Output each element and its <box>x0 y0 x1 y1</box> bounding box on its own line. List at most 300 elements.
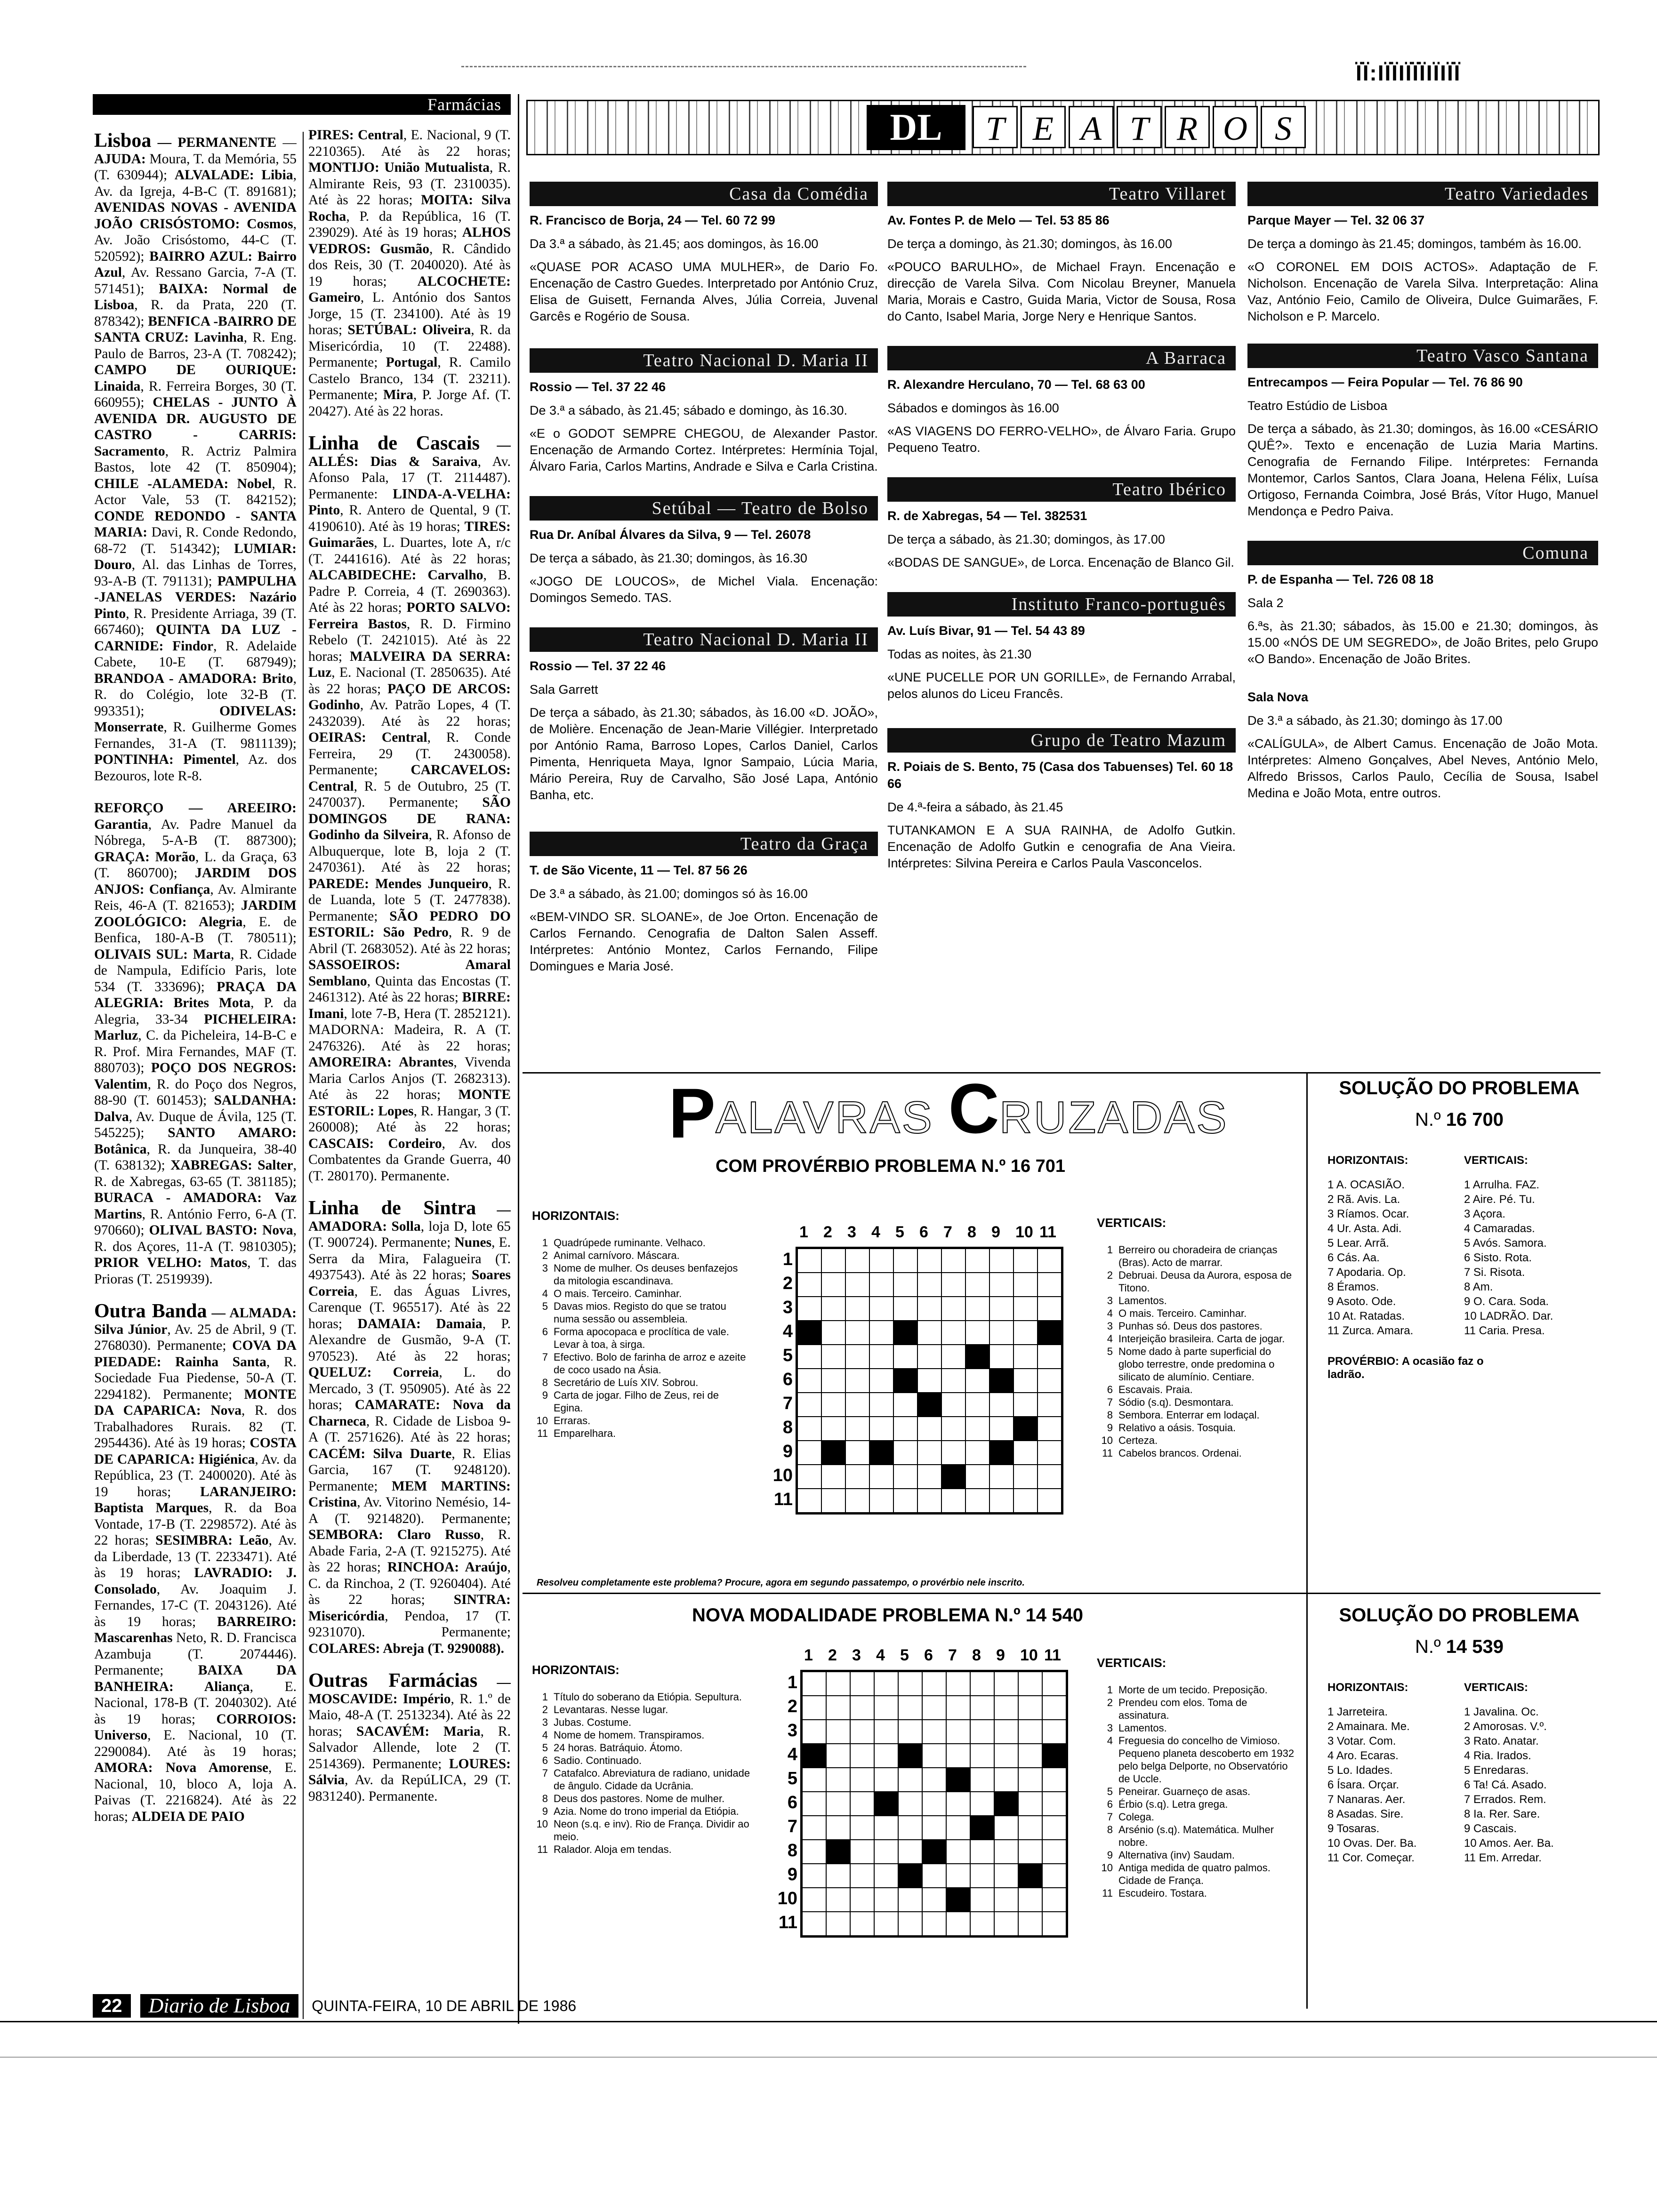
grid-column-number: 8 <box>972 1646 981 1664</box>
theatre-schedule: Sábados e domingos às 16.00 <box>887 401 1059 415</box>
clue-number: 7 <box>1107 1396 1113 1408</box>
clue-number: 7 <box>1107 1811 1113 1823</box>
grid-cell <box>1038 1273 1062 1297</box>
grid-cell <box>965 1249 989 1273</box>
clue-number: 3 <box>1107 1320 1113 1332</box>
clue-text: Colega. <box>1118 1811 1154 1823</box>
clue <box>532 1262 748 1287</box>
grid-cell <box>994 1696 1018 1720</box>
theatre-address: R. Poiais de S. Bento, 75 (Casa dos Tabuenses) Tel. 60 18 66 <box>887 760 1233 791</box>
grid-cell <box>874 1696 898 1720</box>
theatre-schedule: De 3.ª a sábado, às 21.00; domingos só às 16.00 <box>530 887 808 901</box>
grid-cell <box>970 1696 994 1720</box>
grid-cell <box>917 1321 941 1345</box>
theatre-listing <box>1247 541 1598 667</box>
theatre-address: Sala Nova <box>1247 690 1309 704</box>
clue-number: 8 <box>1107 1824 1113 1835</box>
grid-cell <box>941 1297 965 1321</box>
grid-cell <box>941 1417 965 1441</box>
clue-text: O mais. Terceiro. Caminhar. <box>1118 1307 1247 1319</box>
solution-row: 8 Ia. Rer. Sare. <box>1464 1808 1540 1820</box>
grid-cell <box>989 1345 1014 1369</box>
grid-column-number: 2 <box>823 1223 832 1241</box>
clue-text: Lamentos. <box>1118 1722 1167 1734</box>
teatros-title <box>973 106 1306 150</box>
grid-cell <box>1042 1912 1066 1936</box>
clue-text: Escudeiro. Tostara. <box>1118 1887 1207 1899</box>
grid-cell <box>1038 1345 1062 1369</box>
solution-row: 2 Amorosas. V.º. <box>1464 1720 1547 1733</box>
clue-text: Freguesia do concelho de Vimioso. Pequeno planeta descoberto em 1932 pelo belga Delporte, no Observatório de Uccle. <box>1118 1735 1295 1785</box>
solution-row: 11 Em. Arredar. <box>1464 1851 1542 1864</box>
clue-number: 4 <box>1107 1307 1113 1319</box>
solution-vert <box>1464 1154 1591 1338</box>
grid-column-number: 3 <box>847 1223 856 1241</box>
grid-cell <box>898 1840 922 1864</box>
grid-cell-black <box>898 1864 922 1888</box>
grid-cell <box>1042 1816 1066 1840</box>
grid-cell <box>989 1393 1014 1417</box>
clue <box>1097 1383 1299 1396</box>
clue-text: Arsénio (s.q). Matemática. Mulher nobre. <box>1118 1824 1274 1848</box>
grid-cell <box>850 1912 874 1936</box>
grid-cell <box>845 1369 869 1393</box>
clue <box>1097 1849 1299 1861</box>
solution-number <box>1318 1636 1601 1658</box>
grid-cell <box>1042 1864 1066 1888</box>
footer-date: QUINTA-FEIRA, 10 DE ABRIL DE 1986 <box>312 1997 577 2014</box>
clue-number: 3 <box>542 1262 548 1274</box>
grid-column-number: 1 <box>804 1646 813 1664</box>
grid-cell <box>850 1720 874 1744</box>
grid-row-number: 11 <box>778 1913 797 1932</box>
grid-cell <box>845 1465 869 1489</box>
theatre-address: R. de Xabregas, 54 — Tel. 382531 <box>887 509 1087 523</box>
pharmacy-paragraph: Linha de Cascais — ALLÉS: Dias & Saraiva, Av. Afonso Pala, 17 (T. 2114487). Permanente: LINDA-A-VELHA: Pinto, R. Antero de Quental, 9 (T. 4190610). Até às 19 horas; TIRES: Guimarães, L. Duartes, lote A, r/c (T. 2441616). Até às 22 horas; ALCABIDECHE: Carvalho, B. Padre P. Correia, 4 (T. 2690363). Até às 22 horas; PORTO SALVO: Ferreira Bastos, R. D. Firmino Rebelo (T. 2421015). Até às 22 horas; MALVEIRA DA SERRA: Luz, E. Nacional (T. 2850635). Até às 22 horas; PAÇO DE ARCOS: Godinho, Av. Patrão Lopes, 4 (T. 2432039). Até às 22 horas; OEIRAS: Central, R. Conde Ferreira, 29 (T. 2430058). Permanente; CARCAVELOS: Central, R. 5 de Outubro, 25 (T. 2470037). Permanente; SÃO DOMINGOS DE RANA: Godinho da Silveira, R. Afonso de Albuquerque, lote B, loja 2 (T. 2470361). Até às 22 horas; PAREDE: Mendes Junqueiro, R. de Luanda, lote 5 (T. 2477838). Permanente; SÃO PEDRO DO ESTORIL: São Pedro, R. 9 de Abril (T. 2683052). Até às 22 horas; SASSOEIROS: Amaral Semblano, Quinta das Encostas (T. 2461312). Até às 22 horas; BIRRE: Imani, lote 7-B, Hera (T. 2852121). MADORNA: Madeira, R. A (T. 2476326). Até às 22 horas; AMOREIRA: Abrantes, Vivenda Maria Carlos Anjos (T. 2682313). Até às 22 horas; MONTE ESTORIL: Lopes, R. Hangar, 3 (T. 260008); Até às 22 horas; CASCAIS: Cordeiro, Av. dos Combatentes da Grande Guerra, 40 (T. 280170). Permanente. <box>308 433 511 1184</box>
clue-number: 10 <box>536 1415 548 1427</box>
theatre-name: A Barraca <box>887 346 1236 370</box>
theatre-name: Comuna <box>1247 541 1598 565</box>
grid-cell <box>917 1489 941 1513</box>
clue-number: 11 <box>1102 1447 1113 1459</box>
clue <box>1097 1332 1299 1345</box>
grid-cell <box>898 1912 922 1936</box>
theatre-name: Teatro Villaret <box>887 182 1236 206</box>
grid-cell <box>1014 1273 1038 1297</box>
grid-row-number: 10 <box>772 1466 793 1485</box>
clue-text: Antiga medida de quatro palmos. Cidade de França. <box>1118 1862 1271 1886</box>
grid-cell <box>869 1465 893 1489</box>
theatre-listing <box>530 348 878 475</box>
grid-cell <box>850 1816 874 1840</box>
clue-text: Certeza. <box>1118 1435 1158 1446</box>
grid-cell <box>893 1417 917 1441</box>
grid-cell-black <box>1038 1321 1062 1345</box>
theatre-description: «BEM-VINDO SR. SLOANE», de Joe Orton. Encenação de Carlos Fernando. Cenografia de Dalton Salen Asseff. Intérpretes: António Montez, Carlos Fernando, Filipe Domingues e Maria José. <box>530 910 878 973</box>
grid-cell <box>946 1912 970 1936</box>
clues-label: VERTICAIS: <box>1097 1656 1166 1670</box>
grid-cell <box>802 1912 826 1936</box>
grid-cell <box>845 1345 869 1369</box>
bottom-rule <box>0 2057 1657 2058</box>
clue <box>532 1767 753 1792</box>
grid-cell <box>869 1249 893 1273</box>
grid-cell <box>1014 1369 1038 1393</box>
grid-cell-black <box>1014 1417 1038 1441</box>
solution-1 <box>1318 1078 1601 1381</box>
solution-label: HORIZONTAIS: <box>1327 1154 1408 1167</box>
clue <box>532 1805 753 1818</box>
grid-cell <box>965 1273 989 1297</box>
clue-number: 3 <box>542 1716 548 1728</box>
solution-row: 10 Ovas. Der. Ba. <box>1327 1837 1417 1850</box>
clue <box>532 1249 748 1262</box>
clue <box>532 1414 748 1427</box>
clue <box>1097 1409 1299 1421</box>
clue-number: 5 <box>542 1300 548 1312</box>
solution-row: 3 Ríamos. Ocar. <box>1327 1208 1409 1220</box>
solution-vert <box>1464 1681 1591 1865</box>
grid-cell <box>1018 1840 1042 1864</box>
clue-text: Davas mios. Registo do que se tratou numa sessão ou assembleia. <box>554 1300 726 1325</box>
clue <box>1097 1861 1299 1887</box>
grid-cell <box>941 1369 965 1393</box>
grid-cell <box>1038 1393 1062 1417</box>
grid-cell <box>1018 1768 1042 1792</box>
grid-cell <box>802 1864 826 1888</box>
problem-2-title: NOVA MODALIDADE PROBLEMA N.º 14 540 <box>692 1605 1084 1626</box>
clue-number: 5 <box>1107 1346 1113 1357</box>
grid-cell <box>965 1465 989 1489</box>
grid-cell <box>965 1417 989 1441</box>
problem-2-horizontal-clues <box>532 1664 753 1856</box>
grid-cell <box>893 1345 917 1369</box>
theatre-listing <box>530 832 878 975</box>
clue-text: Érbio (s.q). Letra grega. <box>1118 1798 1228 1810</box>
grid-cell <box>874 1864 898 1888</box>
pharmacy-paragraph: Lisboa — PERMANENTE — AJUDA: Moura, T. da Memória, 55 (T. 630944); ALVALADE: Libia, Av. da Igreja, 4-B-C (T. 891681); AVENIDAS NOVAS - AVENIDA JOÃO CRISÓSTOMO: Cosmos, Av. João Crisóstomo, 44-C (T. 520592); BAIRRO AZUL: Bairro Azul, Av. Ressano Garcia, 7-A (T. 571451); BAIXA: Normal de Lisboa, R. da Prata, 220 (T. 878342); BENFICA -BAIRRO DE SANTA CRUZ: Lavinha, R. Eng. Paulo de Barros, 23-A (T. 708242); CAMPO DE OURIQUE: Linaida, R. Ferreira Borges, 30 (T. 660955); CHELAS - JUNTO À AVENIDA DR. AUGUSTO DE CASTRO - CARRIS: Sacramento, R. Actriz Palmira Bastos, lote 42 (T. 850904); CHILE -ALAMEDA: Nobel, R. Actor Vale, 53 (T. 842152); CONDE REDONDO - SANTA MARIA: Davi, R. Conde Redondo, 68-72 (T. 514342); LUMIAR: Douro, Al. das Linhas de Torres, 93-A-B (T. 791131); PAMPULHA -JANELAS VERDES: Nazário Pinto, R. Presidente Arriaga, 39 (T. 667460); QUINTA DA LUZ - CARNIDE: Findor, R. Adelaide Cabete, 10-E (T. 687949); BRANDOA - AMADORA: Brito, R. do Colégio, lote 32-B (T. 993351); ODIVELAS: Monserrate, R. Guilherme Gomes Fernandes, 31-A (T. 9811139); PONTINHA: Pimentel, Az. dos Bezouros, lote R-8. <box>94 133 297 784</box>
grid-cell <box>922 1672 946 1696</box>
grid-cell <box>850 1672 874 1696</box>
grid-cell <box>874 1840 898 1864</box>
theatre-description: De terça a sábado, às 21.30; domingos, às 16.00 «CESÁRIO QUÊ?». Texto e encenação de Luzia Maria Martins. Cenografia de Fernando Filipe. Intérpretes: Fernanda Montemor, Carlos Santos, Clara Joana, Helena Félix, Luísa Ortigoso, Fernanda Coimbra, José Brás, Vítor Hugo, Manuel Mendonça e Pedro Paiva. <box>1247 422 1598 518</box>
clue <box>1097 1243 1299 1269</box>
grid-cell <box>1018 1696 1042 1720</box>
grid-cell <box>1018 1720 1042 1744</box>
solution-number-value: 16 700 <box>1446 1109 1504 1130</box>
solution-row: 2 Rã. Avis. La. <box>1327 1193 1400 1206</box>
clue-text: Sadio. Continuado. <box>554 1755 642 1766</box>
solution-2 <box>1318 1605 1601 1865</box>
grid-cell <box>826 1912 850 1936</box>
clue-text: Animal carnívoro. Máscara. <box>554 1250 680 1261</box>
clue <box>1097 1785 1299 1798</box>
theatre-listing <box>530 182 878 325</box>
grid-column-number: 7 <box>948 1646 957 1664</box>
grid-cell <box>821 1417 845 1441</box>
grid-cell <box>1042 1792 1066 1816</box>
footer-strip <box>93 1994 576 2018</box>
clue <box>1097 1307 1299 1320</box>
grid-cell <box>869 1393 893 1417</box>
grid-cell <box>797 1489 821 1513</box>
clue <box>1097 1696 1299 1722</box>
clue-number: 9 <box>1107 1422 1113 1434</box>
grid-cell <box>946 1672 970 1696</box>
theatre-description: «JOGO DE LOUCOS», de Michel Viala. Encenação: Domingos Semedo. TAS. <box>530 574 878 605</box>
grid-cell <box>1014 1465 1038 1489</box>
clue-number: 9 <box>1107 1849 1113 1861</box>
clue-number: 8 <box>542 1377 548 1388</box>
theatre-description: «BODAS DE SANGUE», de Lorca. Encenação de Blanco Gil. <box>887 555 1234 569</box>
grid-cell <box>970 1720 994 1744</box>
grid-cell <box>941 1489 965 1513</box>
grid-column-number: 2 <box>828 1646 837 1664</box>
clue-number: 4 <box>542 1729 548 1741</box>
grid-cell <box>845 1489 869 1513</box>
clue-number: 4 <box>1107 1735 1113 1747</box>
grid-cell-black <box>917 1393 941 1417</box>
grid-cell <box>989 1249 1014 1273</box>
grid-cell <box>874 1720 898 1744</box>
theatre-listing <box>530 627 878 803</box>
clue-text: Relativo a oásis. Tosquia. <box>1118 1422 1236 1434</box>
grid-column-number: 11 <box>1039 1223 1056 1241</box>
teatros-letter: E <box>1021 106 1066 148</box>
clue-number: 2 <box>542 1704 548 1715</box>
theatre-name: Grupo de Teatro Mazum <box>887 728 1236 753</box>
clue-number: 11 <box>537 1843 548 1855</box>
grid-cell <box>941 1393 965 1417</box>
theatre-name: Teatro Nacional D. Maria II <box>530 627 878 652</box>
clue <box>532 1716 753 1729</box>
grid-cell <box>821 1297 845 1321</box>
solution-label: HORIZONTAIS: <box>1327 1681 1408 1694</box>
farmacias-column-2 <box>308 127 511 2019</box>
grid-cell <box>917 1465 941 1489</box>
clue-text: Nome de homem. Transpiramos. <box>554 1729 705 1741</box>
solution-row: 1 Jarreteira. <box>1327 1706 1388 1718</box>
grid-cell <box>802 1888 826 1912</box>
grid-cell <box>994 1912 1018 1936</box>
clue-text: Carta de jogar. Filho de Zeus, rei de Egina. <box>554 1389 719 1414</box>
clue-number: 5 <box>542 1742 548 1754</box>
grid-cell <box>797 1345 821 1369</box>
grid-column-number: 1 <box>799 1223 808 1241</box>
clue <box>532 1703 753 1716</box>
grid-cell <box>917 1345 941 1369</box>
clue <box>532 1792 753 1805</box>
top-dotted-line <box>461 66 1026 67</box>
theatre-name: Casa da Comédia <box>530 182 878 206</box>
problem-1-horizontal-clues <box>532 1210 748 1440</box>
clue <box>532 1325 748 1351</box>
grid-cell <box>1042 1768 1066 1792</box>
grid-column-number: 4 <box>876 1646 885 1664</box>
clue-text: Neon (s.q. e inv). Rio de França. Dividir ao meio. <box>554 1818 749 1843</box>
crossword-title <box>668 1069 1229 1153</box>
clue-number: 10 <box>536 1818 548 1830</box>
grid-column-number: 7 <box>943 1223 952 1241</box>
grid-cell <box>994 1672 1018 1696</box>
grid-cell <box>1042 1720 1066 1744</box>
clue-number: 6 <box>1107 1798 1113 1810</box>
theatre-schedule: Da 3.ª a sábado, às 21.45; aos domingos, às 16.00 <box>530 237 819 251</box>
grid-cell <box>941 1321 965 1345</box>
grid-cell-black <box>826 1840 850 1864</box>
theatre-name: Teatro Variedades <box>1247 182 1598 206</box>
grid-cell <box>917 1417 941 1441</box>
grid-cell <box>970 1840 994 1864</box>
grid-cell-black <box>1018 1864 1042 1888</box>
grid-column-number: 10 <box>1020 1646 1038 1664</box>
grid-cell <box>893 1441 917 1465</box>
theatre-schedule: De 4.ª-feira a sábado, às 21.45 <box>887 800 1063 814</box>
clue-number: 2 <box>1107 1697 1113 1708</box>
grid-row-number: 7 <box>782 1394 793 1413</box>
crossword-title-word2: RUZADAS <box>999 1092 1229 1143</box>
grid-cell <box>845 1273 869 1297</box>
clue-number: 10 <box>1101 1435 1113 1446</box>
clue-text: Título do soberano da Etiópia. Sepultura. <box>554 1691 742 1703</box>
grid-cell <box>874 1744 898 1768</box>
grid-cell <box>970 1888 994 1912</box>
clue-number: 11 <box>1102 1887 1113 1899</box>
grid-cell-black <box>922 1840 946 1864</box>
theatre-schedule: De 3.ª a sábado, às 21.30; domingo às 17.00 <box>1247 713 1503 728</box>
grid-cell-black <box>893 1369 917 1393</box>
solution-columns <box>1318 1681 1601 1865</box>
solution-columns <box>1318 1154 1601 1338</box>
grid-cell-black <box>989 1369 1014 1393</box>
clue <box>532 1376 748 1389</box>
grid-row-number: 9 <box>787 1865 797 1884</box>
theatre-listing <box>530 496 878 606</box>
grid-cell <box>898 1768 922 1792</box>
grid-cell <box>1042 1888 1066 1912</box>
grid-cell <box>821 1369 845 1393</box>
theatre-listing <box>887 592 1236 702</box>
grid-row-number: 6 <box>782 1370 793 1389</box>
grid-cell <box>821 1321 845 1345</box>
clue <box>1097 1722 1299 1734</box>
grid-cell <box>869 1297 893 1321</box>
clue-text: Berreiro ou choradeira de crianças (Bras). Acto de marrar. <box>1118 1244 1278 1268</box>
grid-cell <box>850 1696 874 1720</box>
clue-text: Catafalco. Abreviatura de radiano, unidade de ângulo. Cidade da Ucrânia. <box>554 1767 750 1792</box>
solution-row: 6 Cás. Aa. <box>1327 1251 1380 1264</box>
clue-number: 8 <box>542 1793 548 1804</box>
grid-cell <box>898 1672 922 1696</box>
theatre-schedule: De terça a sábado, às 21.30; domingos, às 17.00 <box>887 532 1165 546</box>
theatre-address: Entrecampos — Feira Popular — Tel. 76 86 90 <box>1247 375 1523 389</box>
grid-cell <box>989 1273 1014 1297</box>
solution-row: 11 Cor. Começar. <box>1327 1851 1415 1864</box>
theatre-address: Rua Dr. Aníbal Álvares da Silva, 9 — Tel. 26078 <box>530 528 811 542</box>
solution-title: SOLUÇÃO DO PROBLEMA <box>1339 1078 1580 1098</box>
grid-cell <box>826 1720 850 1744</box>
grid-cell <box>965 1441 989 1465</box>
theatre-address: T. de São Vicente, 11 — Tel. 87 56 26 <box>530 863 748 877</box>
grid-cell <box>1038 1297 1062 1321</box>
grid-cell <box>941 1441 965 1465</box>
teatros-letter: R <box>1165 106 1210 148</box>
clue-text: Azia. Nome do trono imperial da Etiópia. <box>554 1805 739 1817</box>
grid-cell <box>917 1369 941 1393</box>
solution-row: 4 Aro. Ecaras. <box>1327 1749 1399 1762</box>
grid-cell <box>917 1273 941 1297</box>
grid-cell <box>826 1792 850 1816</box>
grid-cell <box>845 1441 869 1465</box>
solution-number <box>1318 1109 1601 1130</box>
theatre-schedule: De 3.ª a sábado, às 21.45; sábado e domingo, às 16.30. <box>530 403 847 417</box>
theatre-description: «POUCO BARULHO», de Michael Frayn. Encenação e direcção de Varela Silva. Com Nicolau Breyner, Manuela Maria, Morais e Castro, Guida Maria, Victor de Sousa, Rosa do Canto, Isabel Maria, Jorge Nery e Henrique Santos. <box>887 260 1236 323</box>
clue <box>1097 1269 1299 1294</box>
grid-row-number: 4 <box>787 1745 797 1764</box>
crossword-title-c: C <box>948 1069 999 1148</box>
grid-cell <box>845 1249 869 1273</box>
grid-row-number: 1 <box>782 1250 793 1269</box>
grid-row-number: 5 <box>782 1346 793 1365</box>
theatre-description: «AS VIAGENS DO FERRO-VELHO», de Álvaro Faria. Grupo Pequeno Teatro. <box>887 424 1236 455</box>
vertical-divider <box>518 94 519 2024</box>
grid-cell <box>970 1768 994 1792</box>
grid-cell-black <box>821 1441 845 1465</box>
solution-row: 3 Rato. Anatar. <box>1464 1735 1539 1747</box>
theatre-description: «QUASE POR ACASO UMA MULHER», de Dario Fo. Encenação de Castro Guedes. Interpretado por António Cruz, Elisa de Guisett, Fernanda Alves, Júlia Correia, Juvenal Garcês e Rogério de Sousa. <box>530 260 878 323</box>
grid-cell <box>802 1768 826 1792</box>
clue-text: Quadrúpede ruminante. Velhaco. <box>554 1237 706 1249</box>
grid-cell <box>917 1249 941 1273</box>
solution-row: 5 Enredaras. <box>1464 1764 1529 1777</box>
grid-cell <box>946 1864 970 1888</box>
theatre-description: TUTANKAMON E A SUA RAINHA, de Adolfo Gutkin. Encenação de Adolfo Gutkin e cenografia de Ana Vieira. Intérpretes: Silvina Pereira e Carlos Paula Vasconcelos. <box>887 823 1236 870</box>
theatre-listing <box>887 728 1236 872</box>
grid-column-number: 6 <box>919 1223 928 1241</box>
theatre-address: Rossio — Tel. 37 22 46 <box>530 659 666 673</box>
problem-2-vertical-clues <box>1097 1657 1299 1899</box>
grid-cell <box>1018 1792 1042 1816</box>
solution-row: 1 Javalina. Oc. <box>1464 1706 1539 1718</box>
grid-cell <box>869 1273 893 1297</box>
theatre-address: P. de Espanha — Tel. 726 08 18 <box>1247 572 1434 586</box>
grid-cell <box>989 1489 1014 1513</box>
grid-cell <box>797 1273 821 1297</box>
solution-row: 7 Nanaras. Aer. <box>1327 1793 1406 1806</box>
solution-horiz <box>1327 1681 1455 1865</box>
grid-row-number: 6 <box>787 1793 797 1812</box>
grid-cell <box>1038 1249 1062 1273</box>
theatre-listing <box>887 477 1236 571</box>
grid-cell <box>802 1720 826 1744</box>
clue <box>1097 1887 1299 1899</box>
clue-number: 1 <box>542 1691 548 1703</box>
grid-cell <box>1038 1489 1062 1513</box>
clue-text: Emparelhara. <box>554 1427 616 1439</box>
grid-cell <box>893 1249 917 1273</box>
clue-text: Secretário de Luís XIV. Sobrou. <box>554 1377 699 1388</box>
grid-row-number: 1 <box>787 1673 797 1692</box>
grid-cell <box>797 1297 821 1321</box>
grid-cell <box>1014 1249 1038 1273</box>
clue-text: Alternativa (inv) Saudam. <box>1118 1849 1235 1861</box>
grid-cell <box>821 1345 845 1369</box>
theatre-listing <box>887 182 1236 325</box>
grid-cell <box>1042 1672 1066 1696</box>
masthead-marks: ЇЇ:ІЇЇІЇЇЇІЇІЇЇ <box>1356 61 1461 85</box>
theatre-schedule: Sala Garrett <box>530 682 598 697</box>
clue <box>532 1427 748 1440</box>
